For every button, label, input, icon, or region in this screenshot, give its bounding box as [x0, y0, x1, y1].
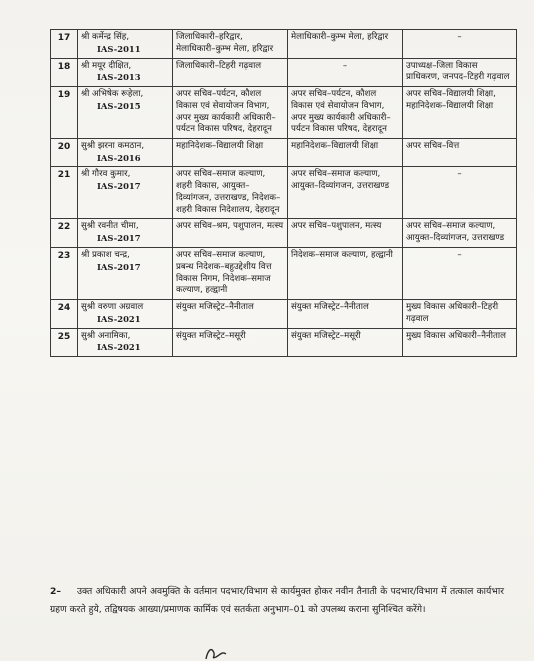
relieved-from-text: उपाध्यक्ष–जिला विकास प्राधिकरण, जनपद–टिहरी गढ़वाल [406, 60, 510, 83]
current-post-text: अपर सचिव–समाज कल्याण, शहरी विकास, आयुक्त–दिव्यांगजन, उत्तराखण्ड, निदेशक–शहरी विकास निदेशालय, देहरादून [176, 169, 281, 215]
relieved-from-text: मुख्य विकास अधिकारी–टिहरी गढ़वाल [406, 302, 499, 324]
table-row [51, 248, 517, 300]
new-post-cell [288, 30, 403, 59]
table-row [51, 30, 517, 59]
officer-batch: IAS-2021 [97, 342, 141, 353]
officer-cell [78, 139, 173, 167]
officer-cell [78, 248, 173, 300]
current-post-cell [173, 300, 288, 329]
officer-batch: IAS-2017 [97, 261, 141, 272]
officer-name: श्री गौरव कुमार, [81, 169, 131, 180]
table-row [51, 328, 517, 356]
relieved-from-cell [403, 300, 517, 329]
officer-batch: IAS-2017 [97, 181, 141, 192]
new-post-text: अपर सचिव–पर्यटन, कौशल विकास एवं सेवायोजन विभाग, अपर मुख्य कार्यकारी अधिकारी–पर्यटन विकास परिषद, देहरादून [291, 89, 391, 135]
relieved-from-cell [403, 87, 517, 139]
officer-cell [78, 167, 173, 219]
new-post-text: महानिदेशक–विद्यालयी शिक्षा [291, 141, 379, 152]
current-post-cell [173, 328, 288, 356]
current-post-text: जिलाधिकारी–टिहरी गढ़वाल [176, 60, 262, 71]
officer-cell [78, 219, 173, 248]
table-row [51, 58, 517, 87]
current-post-text: महानिदेशक–विद्यालयी शिक्षा [176, 141, 264, 152]
officer-cell [78, 58, 173, 87]
relieved-from-text: अपर सचिव–वित्त [406, 141, 460, 152]
relieved-from-text: अपर सचिव–समाज कल्याण, आयुक्त–दिव्यांगजन, उत्तराखण्ड [406, 221, 505, 244]
current-post-cell [173, 30, 288, 59]
officer-cell [78, 87, 173, 139]
new-post-cell [288, 58, 403, 87]
relieved-from-text: मुख्य विकास अधिकारी–नैनीताल [406, 330, 506, 341]
relieved-from-cell [403, 219, 517, 248]
current-post-text: अपर सचिव–समाज कल्याण, प्रबन्ध निदेशक–बहुउद्देशीय वित्त विकास निगम, निदेशक–समाज कल्याण, हल्द्वानी [176, 250, 272, 296]
relieved-from-cell [403, 328, 517, 356]
officer-batch: IAS-2021 [97, 313, 141, 324]
current-post-text: संयुक्त मजिस्ट्रेट–नैनीताल [176, 302, 254, 313]
officer-batch: IAS-2013 [97, 72, 141, 83]
serial-number-cell: 25 [51, 328, 78, 356]
officer-name: श्री मयूर दीक्षित, [81, 60, 132, 71]
relieved-from-cell [403, 248, 517, 300]
current-post-cell [173, 139, 288, 167]
officer-batch: IAS-2016 [97, 152, 141, 163]
officer-name: सुश्री अनामिका, [81, 330, 131, 341]
new-post-text: संयुक्त मजिस्ट्रेट–नैनीताल [291, 302, 369, 313]
current-post-text: अपर सचिव–श्रम, पशुपालन, मत्स्य [176, 221, 284, 232]
serial-number-cell: 21 [51, 167, 78, 219]
current-post-cell [173, 87, 288, 139]
officer-cell [78, 300, 173, 329]
serial-number-cell: 22 [51, 219, 78, 248]
instruction-paragraph [50, 583, 504, 619]
relieved-from-cell [403, 30, 517, 59]
table-row [51, 167, 517, 219]
officer-name: श्री प्रकाश चन्द्र, [81, 250, 130, 260]
new-post-text: – [342, 60, 348, 71]
new-post-cell [288, 167, 403, 219]
relieved-from-cell [403, 139, 517, 167]
new-post-cell [288, 219, 403, 248]
serial-number-cell: 17 [51, 30, 78, 59]
new-post-text: मेलाधिकारी–कुम्भ मेला, हरिद्वार [291, 32, 389, 42]
officer-batch: IAS-2015 [97, 100, 141, 111]
paragraph-number: 2– [50, 586, 61, 597]
relieved-from-text: अपर सचिव–विद्यालयी शिक्षा, महानिदेशक–विद्यालयी शिक्षा [406, 89, 496, 111]
serial-number-cell: 18 [51, 58, 78, 87]
new-post-cell [288, 328, 403, 356]
current-post-text: संयुक्त मजिस्ट्रेट–मसूरी [176, 330, 246, 341]
new-post-cell [288, 87, 403, 139]
officer-batch: IAS-2017 [97, 233, 141, 244]
current-post-cell [173, 58, 288, 87]
table-row [51, 87, 517, 139]
officer-name: सुश्री झरना कमठान, [81, 141, 145, 152]
relieved-from-text: – [457, 32, 462, 42]
new-post-text: अपर सचिव–पशुपालन, मत्स्य [291, 221, 382, 232]
relieved-from-text: – [457, 250, 462, 260]
current-post-cell [173, 167, 288, 219]
new-post-text: अपर सचिव–समाज कल्याण, आयुक्त–दिव्यांगजन, उत्तराखण्ड [291, 169, 390, 192]
new-post-cell [288, 248, 403, 300]
serial-number-cell: 19 [51, 87, 78, 139]
officer-name: श्री अभिषेक रूहेला, [81, 89, 144, 100]
table-row [51, 219, 517, 248]
relieved-from-cell [403, 167, 517, 219]
officer-name: श्री कर्मेन्द्र सिंह, [81, 32, 130, 42]
officer-cell [78, 328, 173, 356]
table-row [51, 139, 517, 167]
serial-number-cell: 23 [51, 248, 78, 300]
relieved-from-cell [403, 58, 517, 87]
current-post-text: जिलाधिकारी–हरिद्वार, मेलाधिकारी–कुम्भ मेला, हरिद्वार [176, 32, 274, 54]
new-post-text: निदेशक–समाज कल्याण, हल्द्वानी [291, 250, 393, 260]
serial-number-cell: 20 [51, 139, 78, 167]
new-post-cell [288, 300, 403, 329]
new-post-text: संयुक्त मजिस्ट्रेट–मसूरी [291, 330, 361, 341]
relieved-from-text: – [457, 169, 462, 180]
serial-number-cell: 24 [51, 300, 78, 329]
paragraph-text: उक्त अधिकारी अपने अवमुक्ति के वर्तमान पदभार/विभाग से कार्यमुक्त होकर नवीन तैनाती के पदभार/विभाग में तत्काल कार्यभार ग्रहण करते हुये, तद्विषयक आख्या/प्रमाणक कार्मिक एवं सतर्कता अनुभाग–01 को उपलब्ध कराना सुनिश्चित करेंगे। [50, 586, 504, 615]
table-row [51, 300, 517, 329]
officer-cell [78, 30, 173, 59]
transfer-table [50, 29, 517, 357]
current-post-cell [173, 219, 288, 248]
officer-name: सुश्री वरुणा अग्रवाल [81, 302, 144, 313]
current-post-text: अपर सचिव–पर्यटन, कौशल विकास एवं सेवायोजन विभाग, अपर मुख्य कार्यकारी अधिकारी–पर्यटन विकास परिषद, देहरादून [176, 89, 276, 135]
current-post-cell [173, 248, 288, 300]
officer-name: सुश्री रवनीत चीमा, [81, 221, 139, 232]
officer-batch: IAS-2011 [97, 43, 141, 54]
new-post-cell [288, 139, 403, 167]
signature-mark [202, 645, 232, 661]
